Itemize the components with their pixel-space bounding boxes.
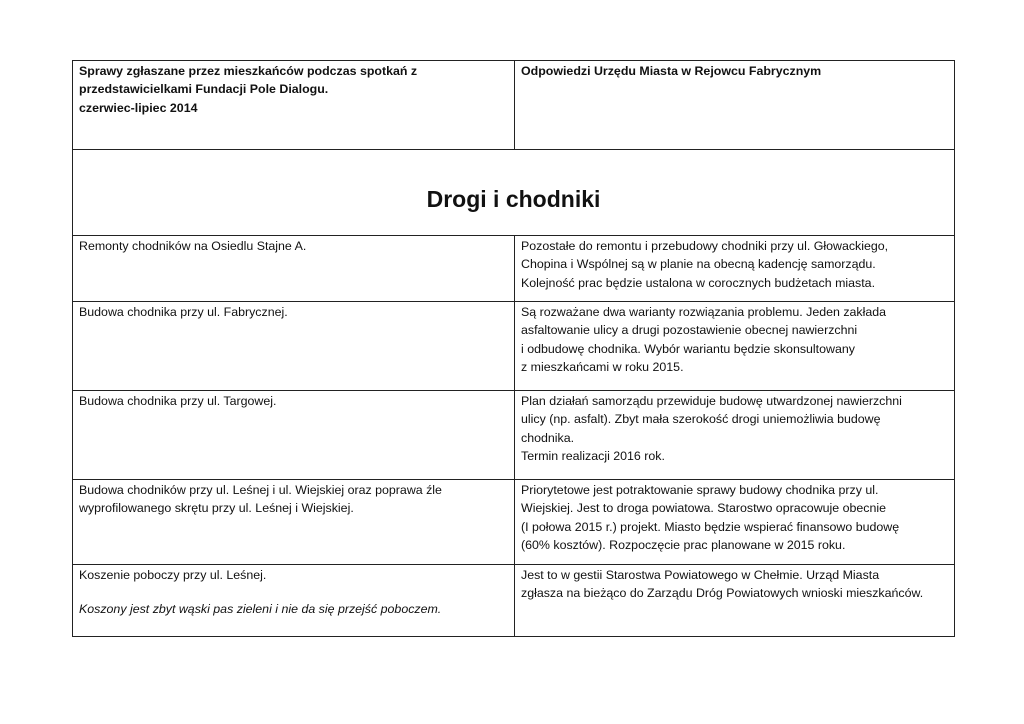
section-title: Drogi i chodniki xyxy=(426,186,601,213)
answer-text: zgłasza na bieżąco do Zarządu Dróg Powiatowych wnioski mieszkańców. xyxy=(521,586,924,601)
answer-text: Jest to w gestii Starostwa Powiatowego w Chełmie. Urząd Miasta xyxy=(521,568,880,582)
answer-text: Wiejskiej. Jest to droga powiatowa. Starostwo opracowuje obecnie xyxy=(521,501,887,516)
answer-text: Priorytetowe jest potraktowanie sprawy budowy chodnika przy ul. xyxy=(521,483,879,497)
answer-cell xyxy=(515,302,955,391)
header-left-line: Sprawy zgłaszane przez mieszkańców podczas spotkań z xyxy=(79,64,418,78)
issue-cell xyxy=(73,480,515,565)
answer-text: i odbudowę chodnika. Wybór wariantu będzie skonsultowany xyxy=(521,341,855,356)
spacer xyxy=(79,584,508,600)
table-row xyxy=(73,236,955,302)
header-answers-cell xyxy=(515,61,955,150)
issue-cell xyxy=(73,236,515,302)
issue-cell xyxy=(73,302,515,391)
answer-text: z mieszkańcami w roku 2015. xyxy=(521,359,684,374)
answer-text: (I połowa 2015 r.) projekt. Miasto będzie wspierać finansowo budowę xyxy=(521,519,900,534)
table-row xyxy=(73,302,955,391)
issue-text: wyprofilowanego skrętu przy ul. Leśnej i Wiejskiej. xyxy=(79,501,354,516)
answer-text: Plan działań samorządu przewiduje budowę utwardzonej nawierzchni xyxy=(521,394,902,408)
answer-text: (60% kosztów). Rozpoczęcie prac planowane w 2015 roku. xyxy=(521,537,846,552)
answer-text: asfaltowanie ulicy a drugi pozostawienie obecnej nawierzchni xyxy=(521,323,858,338)
section-row xyxy=(73,150,955,236)
table-row xyxy=(73,391,955,480)
table-row xyxy=(73,565,955,637)
header-left-line: przedstawicielkami Fundacji Pole Dialogu. xyxy=(79,82,329,97)
section-title-cell xyxy=(73,150,955,236)
answer-text: chodnika. xyxy=(521,430,575,445)
issue-text: Budowa chodników przy ul. Leśnej i ul. Wiejskiej oraz poprawa źle xyxy=(79,483,442,497)
header-right-text: Odpowiedzi Urzędu Miasta w Rejowcu Fabrycznym xyxy=(521,64,822,78)
answer-cell xyxy=(515,391,955,480)
answer-cell xyxy=(515,480,955,565)
answer-cell xyxy=(515,565,955,637)
answer-text: Termin realizacji 2016 rok. xyxy=(521,448,665,463)
issues-table xyxy=(72,60,955,637)
header-left-line: czerwiec-lipiec 2014 xyxy=(79,100,198,115)
issue-text: Koszenie poboczy przy ul. Leśnej. xyxy=(79,568,267,582)
answer-text: Kolejność prac będzie ustalona w corocznych budżetach miasta. xyxy=(521,275,876,290)
answer-text: ulicy (np. asfalt). Zbyt mała szerokość drogi uniemożliwia budowę xyxy=(521,412,881,427)
issue-note: Koszony jest zbyt wąski pas zieleni i nie da się przejść poboczem. xyxy=(79,602,442,617)
header-issues-cell xyxy=(73,61,515,150)
table-header-row xyxy=(73,61,955,150)
answer-text: Są rozważane dwa warianty rozwiązania problemu. Jeden zakłada xyxy=(521,305,887,319)
answer-cell xyxy=(515,236,955,302)
issue-text: Budowa chodnika przy ul. Targowej. xyxy=(79,394,277,408)
issue-cell xyxy=(73,391,515,480)
issue-text: Remonty chodników na Osiedlu Stajne A. xyxy=(79,239,307,253)
issue-cell xyxy=(73,565,515,637)
answer-text: Chopina i Wspólnej są w planie na obecną kadencję samorządu. xyxy=(521,257,876,272)
answer-text: Pozostałe do remontu i przebudowy chodniki przy ul. Głowackiego, xyxy=(521,239,889,253)
issue-text: Budowa chodnika przy ul. Fabrycznej. xyxy=(79,305,288,319)
table-row xyxy=(73,480,955,565)
